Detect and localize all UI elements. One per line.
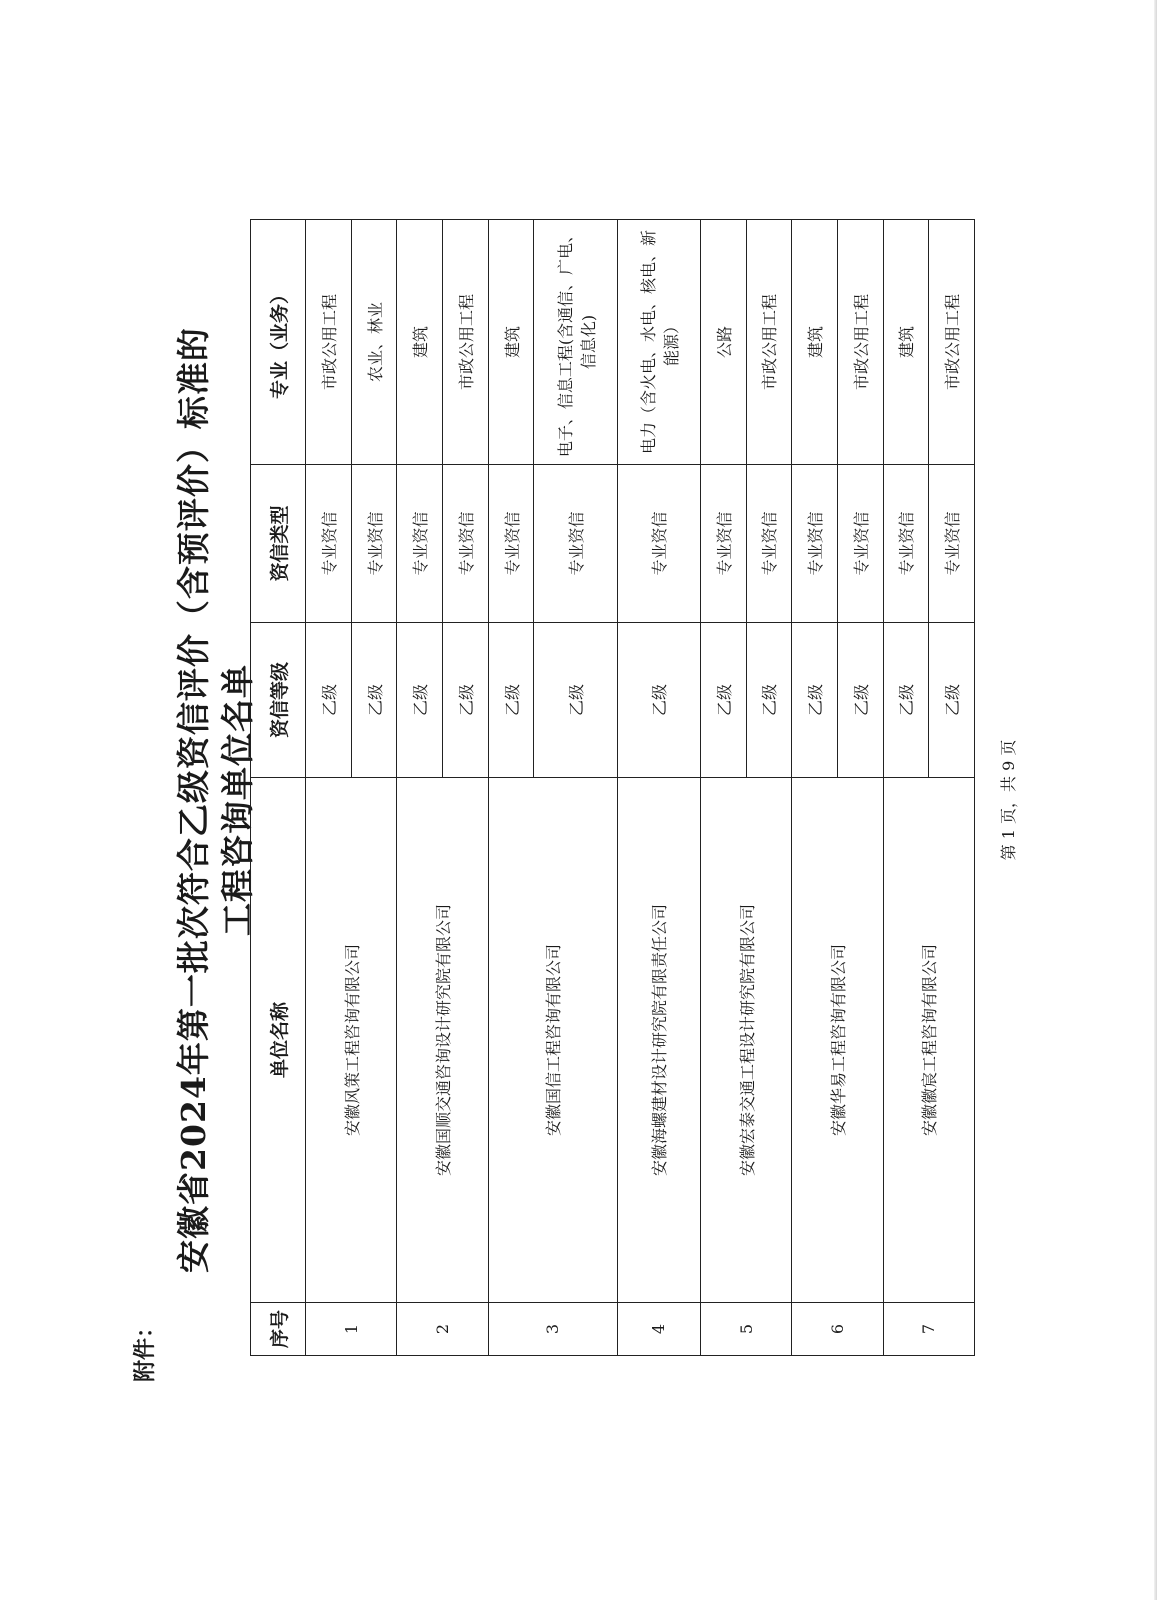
table-row [700,220,746,1356]
attachment-label: 附件： [132,1315,158,1382]
cell-no: 1 [306,1303,397,1356]
cell-grade: 乙级 [397,623,443,778]
cell-unit-name: 安徽风策工程咨询有限公司 [306,778,397,1303]
cell-type: 专业资信 [929,465,975,623]
page-title-line2: 工程咨询单位名单 [218,664,257,936]
unit-list-table [250,219,975,1356]
cell-type: 专业资信 [397,465,443,623]
cell-spec: 公路 [700,220,746,465]
cell-type: 专业资信 [837,465,883,623]
cell-spec: 农业、林业 [351,220,397,465]
cell-type: 专业资信 [443,465,489,623]
col-header-grade: 资信等级 [251,623,306,778]
col-header-spec: 专业（业务） [251,220,306,465]
cell-spec: 建筑 [792,220,838,465]
cell-grade: 乙级 [534,623,617,778]
page-title-line1: 安徽省2024年第一批次符合乙级资信评价（含预评价）标准的 [174,327,213,1273]
table-row [792,220,838,1356]
table-row [488,220,534,1356]
cell-unit-name: 安徽徽宸工程咨询有限公司 [883,778,974,1303]
cell-spec: 建筑 [397,220,443,465]
cell-grade: 乙级 [792,623,838,778]
cell-spec: 建筑 [488,220,534,465]
cell-type: 专业资信 [488,465,534,623]
col-header-no: 序号 [251,1303,306,1356]
cell-spec: 市政公用工程 [929,220,975,465]
cell-unit-name: 安徽国顺交通咨询设计研究院有限公司 [397,778,488,1303]
cell-grade: 乙级 [929,623,975,778]
col-header-name: 单位名称 [251,778,306,1303]
col-header-type: 资信类型 [251,465,306,623]
cell-grade: 乙级 [746,623,792,778]
cell-grade: 乙级 [443,623,489,778]
cell-no: 4 [617,1303,700,1356]
table-header-row [251,220,306,1356]
cell-spec: 建筑 [883,220,929,465]
table-row [306,220,352,1356]
cell-grade: 乙级 [837,623,883,778]
page-number: 第 1 页，共 9 页 [999,739,1018,861]
table-row [883,220,929,1356]
cell-no: 2 [397,1303,488,1356]
cell-spec: 市政公用工程 [837,220,883,465]
cell-no: 7 [883,1303,974,1356]
cell-spec: 市政公用工程 [746,220,792,465]
cell-grade: 乙级 [700,623,746,778]
cell-type: 专业资信 [792,465,838,623]
cell-type: 专业资信 [306,465,352,623]
cell-type: 专业资信 [534,465,617,623]
cell-type: 专业资信 [617,465,700,623]
cell-spec: 市政公用工程 [306,220,352,465]
cell-no: 6 [792,1303,883,1356]
cell-grade: 乙级 [488,623,534,778]
cell-grade: 乙级 [351,623,397,778]
cell-type: 专业资信 [700,465,746,623]
cell-grade: 乙级 [883,623,929,778]
cell-type: 专业资信 [883,465,929,623]
cell-unit-name: 安徽国信工程咨询有限公司 [488,778,617,1303]
cell-unit-name: 安徽华易工程咨询有限公司 [792,778,883,1303]
cell-spec: 市政公用工程 [443,220,489,465]
cell-type: 专业资信 [746,465,792,623]
cell-spec: 电力（含火电、水电、核电、新能源） [617,220,700,465]
cell-type: 专业资信 [351,465,397,623]
cell-grade: 乙级 [617,623,700,778]
table-row [617,220,700,1356]
cell-spec: 电子、信息工程(含通信、广电、信息化) [534,220,617,465]
cell-no: 3 [488,1303,617,1356]
cell-unit-name: 安徽海螺建材设计研究院有限责任公司 [617,778,700,1303]
cell-grade: 乙级 [306,623,352,778]
cell-no: 5 [700,1303,791,1356]
table-row [397,220,443,1356]
cell-unit-name: 安徽宏泰交通工程设计研究院有限公司 [700,778,791,1303]
